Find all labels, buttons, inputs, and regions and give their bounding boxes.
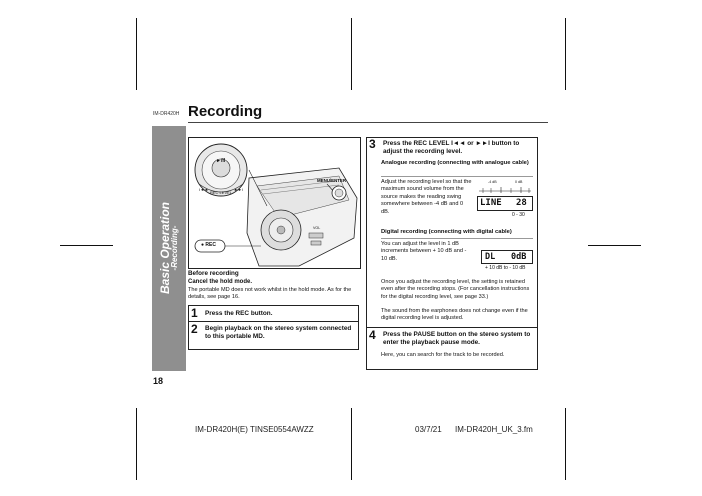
step-text: Press the REC LEVEL I◄◄ or ►►I button to adjust the recording level. xyxy=(383,140,520,155)
vol-label: VOL xyxy=(313,226,321,230)
steps-box-left xyxy=(188,305,359,350)
step-text: Press the PAUSE button on the stereo system to enter the playback pause mode. xyxy=(383,331,531,346)
md-player-drawing xyxy=(189,138,360,268)
skip-forward-label: ►►I xyxy=(234,187,244,192)
page-number: 18 xyxy=(153,376,164,386)
footer-document-code: IM-DR420H(E) TINSE0554AWZZ xyxy=(195,425,314,434)
analogue-lcd xyxy=(477,196,533,211)
step-3-heading xyxy=(369,139,535,156)
before-recording-heading: Before recording xyxy=(188,270,239,277)
menu-enter-label: MENU/ENTER xyxy=(317,178,347,183)
step-4-text: Here, you can search for the track to be recorded. xyxy=(381,352,505,358)
note-retained: Once you adjust the recording level, the setting is retained even after the recording stops. (For cancellation instructions for the digital recording level, see page 33.) xyxy=(381,279,530,300)
footer-date: 03/7/21 xyxy=(415,425,442,434)
step-divider xyxy=(367,327,537,328)
crop-mark xyxy=(60,245,113,246)
step-text: Press the REC button. xyxy=(205,310,273,317)
cancel-hold-text: The portable MD does not work whilst in the hold mode. As for the details, see page 16. xyxy=(188,287,352,301)
step-1 xyxy=(189,306,358,321)
sub-rule xyxy=(381,176,533,177)
subsection-name: -Recording- xyxy=(170,225,180,271)
section-tab-label xyxy=(152,168,186,328)
lcd-left-text: LINE xyxy=(480,198,502,208)
step-2 xyxy=(189,322,358,341)
step-4-heading xyxy=(369,330,535,347)
section-tab xyxy=(152,126,186,371)
analogue-range: 0 - 30 xyxy=(512,212,525,218)
step-number: 3 xyxy=(369,137,376,151)
step-number: 4 xyxy=(369,328,376,342)
scale-label-minus4: -4 dB xyxy=(488,180,497,184)
device-illustration xyxy=(188,137,361,269)
crop-mark xyxy=(351,408,352,480)
digital-heading: Digital recording (connecting with digital cable) xyxy=(381,229,512,235)
crop-mark xyxy=(565,408,566,480)
note-earphones: The sound from the earphones does not change even if the digital recording level is adjusted. xyxy=(381,308,528,322)
lcd-right-text: 28 xyxy=(516,198,527,208)
analogue-text: Adjust the recording level so that the maximum sound volume from the source makes the reading swing somewhere between -4 dB and 0 dB. xyxy=(381,179,472,215)
step-number: 1 xyxy=(191,306,198,320)
play-pause-label: ►/II xyxy=(216,158,226,164)
model-label: IM-DR420H xyxy=(153,111,180,117)
section-name: Basic Operation xyxy=(157,201,172,295)
lcd-right-text: 0dB xyxy=(511,252,527,262)
sub-rule xyxy=(381,238,533,239)
crop-mark xyxy=(588,245,641,246)
digital-range: + 10 dB to - 10 dB xyxy=(485,265,526,271)
cancel-hold-heading: Cancel the hold mode. xyxy=(188,279,253,285)
crop-mark xyxy=(565,18,566,90)
analogue-heading: Analogue recording (connecting with analogue cable) xyxy=(381,160,529,166)
rec-level-label: REC LEVEL xyxy=(210,190,233,195)
lcd-left-text: DL xyxy=(485,252,496,262)
title-rule xyxy=(188,122,548,123)
crop-mark xyxy=(351,18,352,90)
crop-mark xyxy=(136,408,137,480)
digital-text: You can adjust the level in 1 dB increments between + 10 dB and - 10 dB. xyxy=(381,241,467,262)
crop-mark xyxy=(136,18,137,90)
step-number: 2 xyxy=(191,322,198,336)
analogue-display xyxy=(477,180,533,226)
level-meter-scale xyxy=(477,185,533,195)
step-text: Begin playback on the stereo system connected to this portable MD. xyxy=(205,325,352,340)
steps-box-right xyxy=(366,137,538,370)
footer-filename: IM-DR420H_UK_3.fm xyxy=(455,425,533,434)
skip-back-label: I◄◄ xyxy=(199,187,209,192)
rec-button-label: ● REC xyxy=(201,242,216,248)
scale-label-0: 0 dB xyxy=(515,180,523,184)
page-title: Recording xyxy=(188,103,263,120)
digital-lcd xyxy=(481,250,533,264)
